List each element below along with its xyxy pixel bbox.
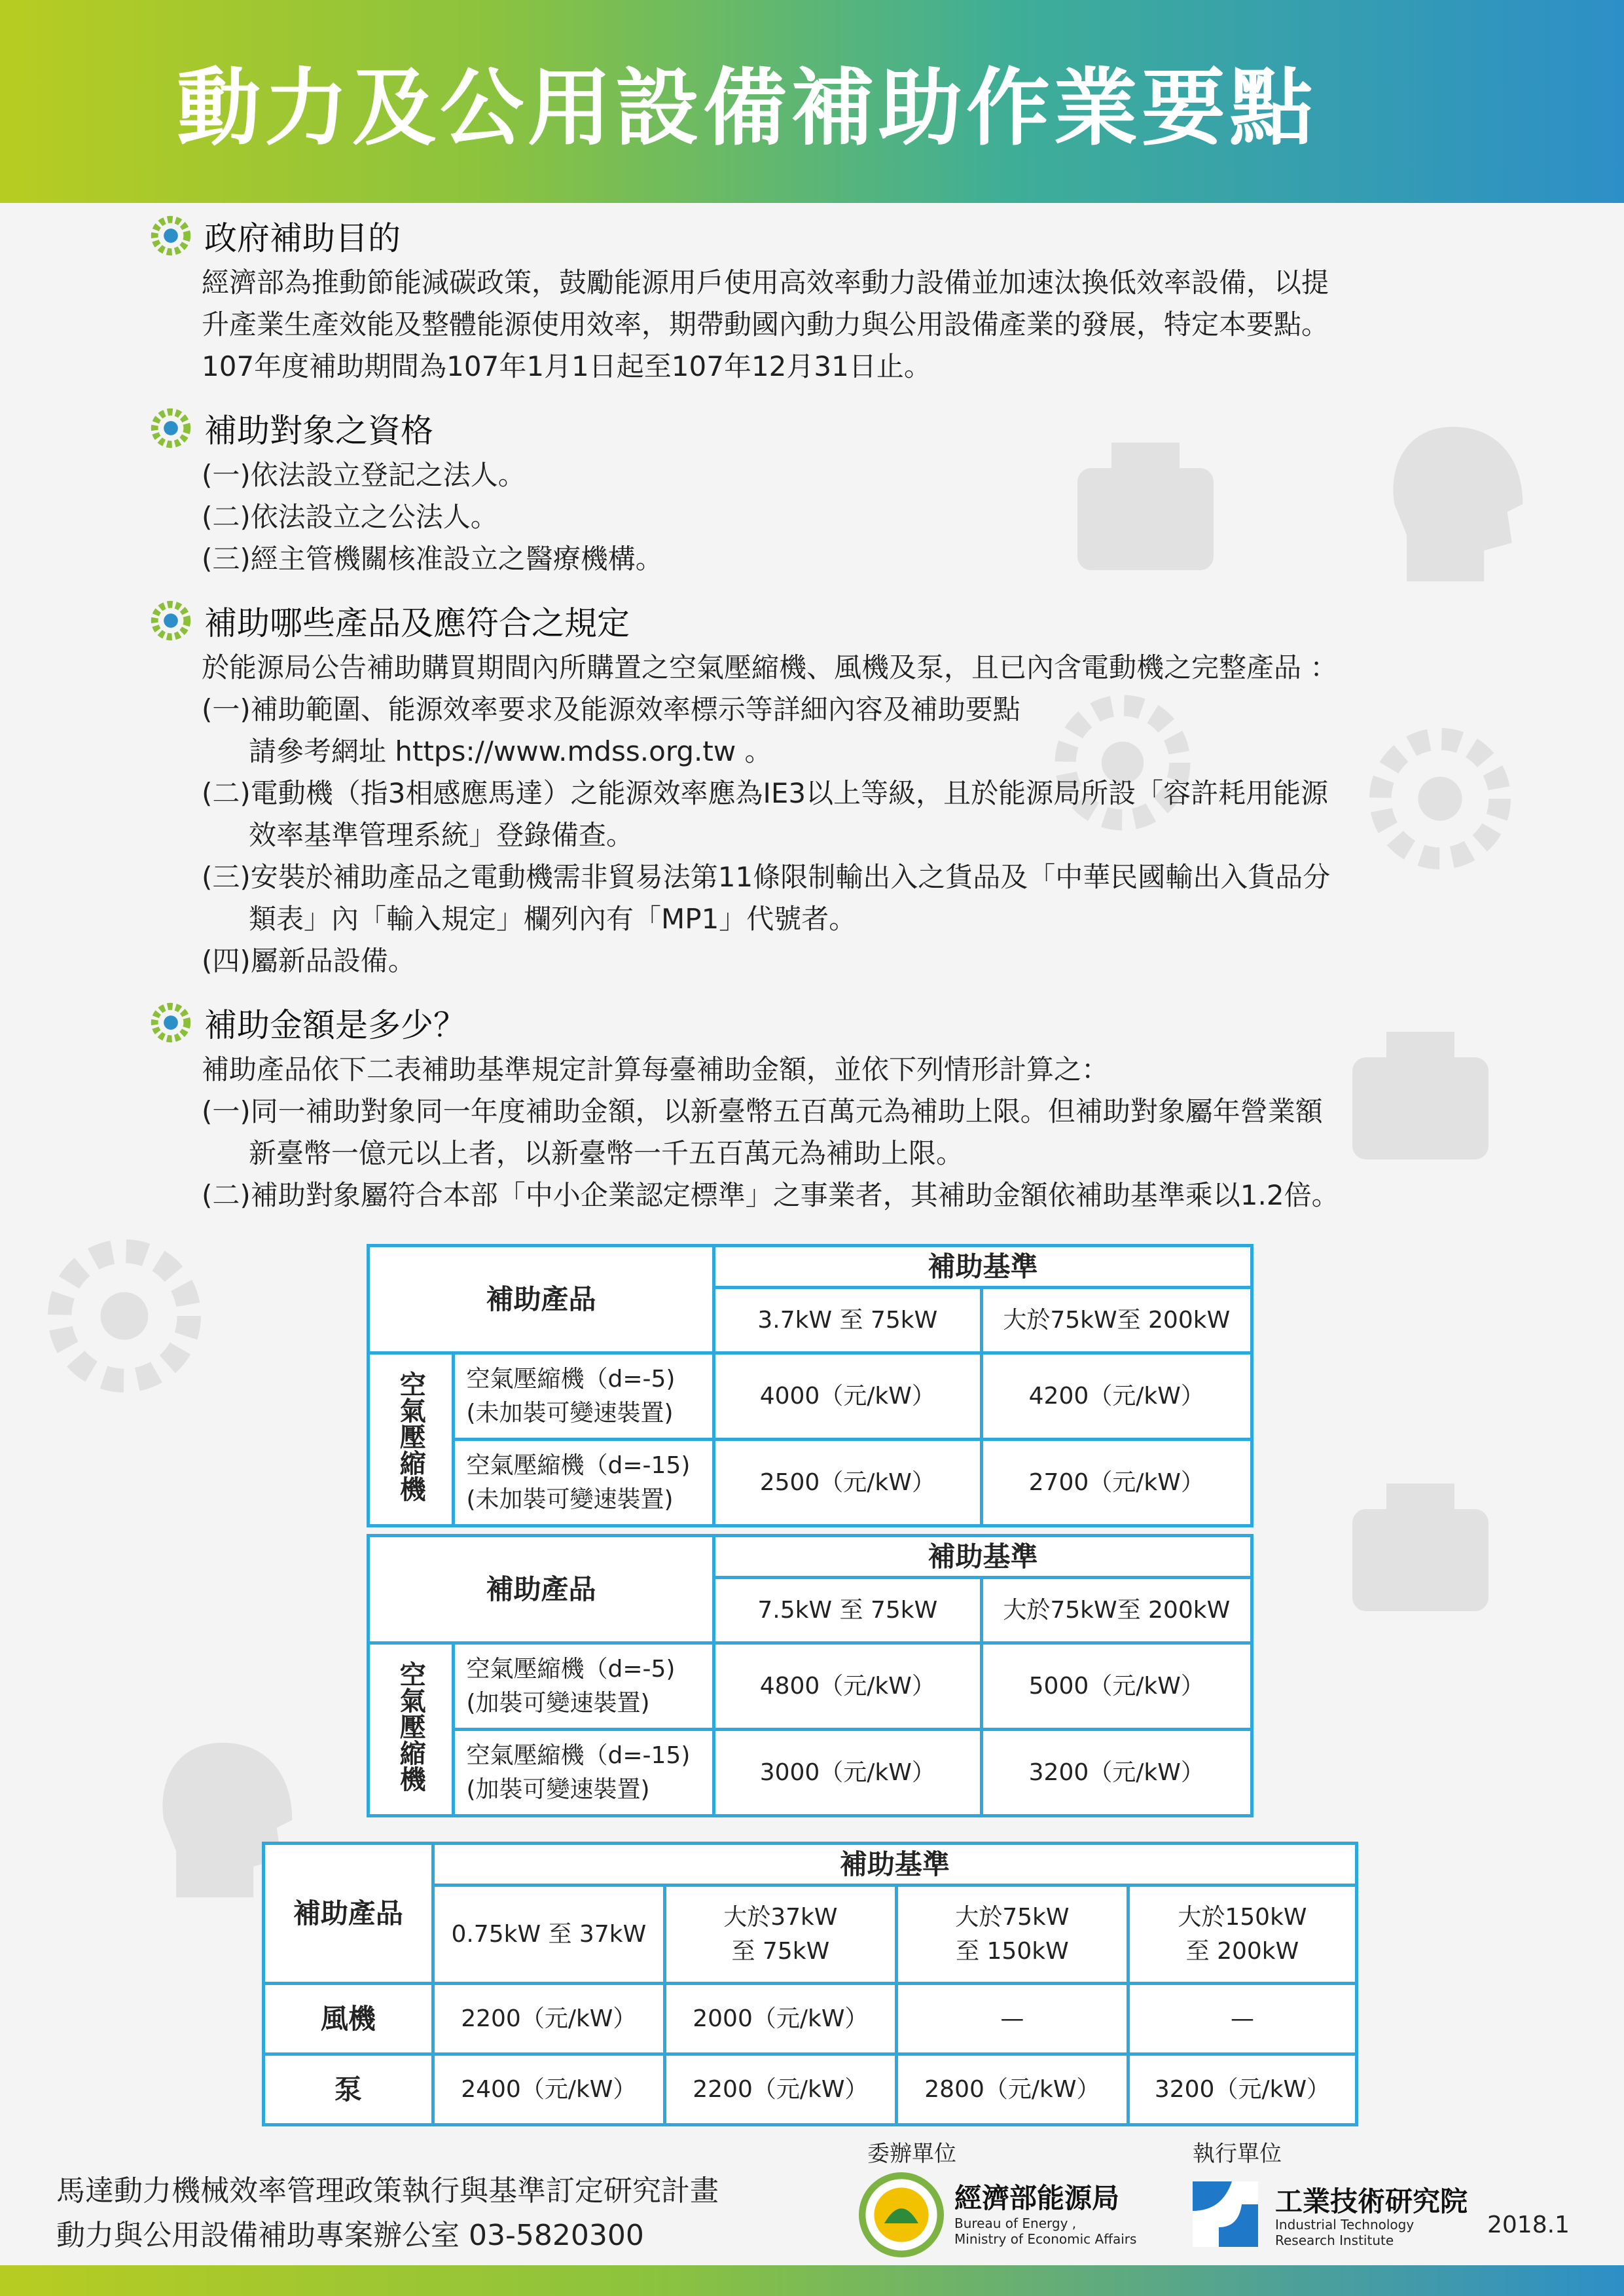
gear-icon	[39, 1231, 209, 1401]
product-name: 空氣壓縮機（d=-15)	[466, 1451, 691, 1479]
range-line: 至 200kW	[1185, 1937, 1299, 1965]
range-line: 大於75kW	[955, 1903, 1070, 1931]
subsidy-table-compressor-vsd	[367, 1534, 1254, 1817]
product-note: (加裝可變速裝置)	[466, 1689, 650, 1717]
standard-header: 補助基準	[714, 1536, 1252, 1578]
product-cell	[453, 1353, 714, 1440]
range-line: 0.75kW 至 37kW	[451, 1920, 647, 1948]
section-title: 補助哪些產品及應符合之規定	[204, 604, 630, 642]
list-item: (一)補助範圍、能源效率要求及能源效率標示等詳細內容及補助要點	[202, 693, 1020, 725]
gear-bullet-icon	[151, 215, 191, 256]
product-cell	[453, 1730, 714, 1816]
subsidy-value: —	[1128, 1984, 1356, 2054]
list-item: (四)屬新品設備。	[202, 945, 416, 977]
product-cell	[453, 1440, 714, 1526]
product-name: 泵	[264, 2054, 433, 2125]
list-item: (三)經主管機關核准設立之醫療機構。	[202, 543, 663, 575]
category-text: 空氣壓縮機	[395, 1660, 426, 1792]
subsidy-value: 3000（元/kW）	[714, 1730, 981, 1816]
list-item-continuation: 類表」內「輸入規定」欄列內有「MP1」代號者。	[249, 903, 857, 935]
commission-label: 委辦單位	[867, 2141, 956, 2167]
section-heading	[151, 210, 1486, 262]
page-title: 動力及公用設備補助作業要點	[177, 60, 1318, 157]
list-item-continuation: 新臺幣一億元以上者，以新臺幣一千五百萬元為補助上限。	[249, 1137, 964, 1169]
boe-english-line: Bureau of Energy ,	[954, 2215, 1077, 2231]
list-item: (二)電動機（指3相感應馬達）之能源效率應為IE3以上等級，且於能源局所設「容許耗用能源	[202, 777, 1329, 809]
subsidy-value: 2800（元/kW）	[896, 2054, 1128, 2125]
paragraph-line: 升產業生產效能及整體能源使用效率，期帶動國內動力與公用設備產業的發展，特定本要點。	[202, 308, 1329, 340]
boe-logo-icon	[859, 2172, 944, 2257]
list-item-continuation: 效率基準管理系統」登錄備查。	[249, 819, 634, 851]
subsidy-table-fan-pump	[262, 1842, 1358, 2126]
boe-name: 經濟部能源局	[954, 2182, 1120, 2214]
section-title: 補助對象之資格	[204, 412, 433, 450]
section-title: 補助金額是多少？	[204, 1006, 466, 1044]
power-range-header	[433, 1886, 664, 1984]
main-content	[151, 210, 1486, 1216]
itri-name: 工業技術研究院	[1275, 2185, 1468, 2217]
gear-bullet-icon	[151, 408, 191, 448]
section-heading	[151, 594, 1486, 647]
product-note: (未加裝可變速裝置)	[466, 1485, 674, 1513]
itri-english-line: Research Institute	[1275, 2232, 1394, 2248]
subsidy-value: —	[896, 1984, 1128, 2054]
subsidy-value: 4200（元/kW）	[981, 1353, 1252, 1440]
list-item: (一)依法設立登記之法人。	[202, 459, 526, 491]
section-heading	[151, 402, 1486, 454]
section-title: 政府補助目的	[204, 219, 401, 257]
category-text: 空氣壓縮機	[395, 1370, 426, 1502]
publish-date: 2018.1	[1487, 2212, 1570, 2238]
category-label	[369, 1643, 454, 1816]
category-label	[369, 1353, 454, 1526]
product-name: 空氣壓縮機（d=-5)	[466, 1655, 676, 1683]
power-range-header: 大於75kW至 200kW	[981, 1288, 1252, 1353]
subsidy-value: 5000（元/kW）	[981, 1643, 1252, 1730]
standard-header: 補助基準	[433, 1844, 1356, 1886]
product-name: 空氣壓縮機（d=-5)	[466, 1365, 676, 1393]
subsidy-value: 2200（元/kW）	[433, 1984, 664, 2054]
list-item: (三)安裝於補助產品之電動機需非貿易法第11條限制輸出入之貨品及「中華民國輸出入貨品分	[202, 861, 1331, 893]
paragraph-line: 於能源局公告補助購買期間內所購置之空氣壓縮機、風機及泵，且已內含電動機之完整產品 ：	[202, 651, 1338, 683]
engine-icon	[1335, 1473, 1506, 1630]
product-header: 補助產品	[369, 1246, 714, 1353]
subsidy-value: 2500（元/kW）	[714, 1440, 981, 1526]
itri-english-line: Industrial Technology	[1275, 2217, 1415, 2232]
product-name: 空氣壓縮機（d=-15)	[466, 1741, 691, 1769]
paragraph-line: 補助產品依下二表補助基準規定計算每臺補助金額，並依下列情形計算之：	[202, 1053, 1110, 1085]
power-range-header	[896, 1886, 1128, 1984]
range-line: 大於37kW	[723, 1903, 838, 1931]
range-line: 至 150kW	[956, 1937, 1069, 1965]
subsidy-value: 4000（元/kW）	[714, 1353, 981, 1440]
product-note: (未加裝可變速裝置)	[466, 1399, 674, 1427]
gear-bullet-icon	[151, 1002, 191, 1043]
list-item: (一)同一補助對象同一年度補助金額，以新臺幣五百萬元為補助上限。但補助對象屬年營業額	[202, 1095, 1323, 1127]
product-note: (加裝可變速裝置)	[466, 1776, 650, 1803]
product-name: 風機	[264, 1984, 433, 2054]
paragraph-line: 107年度補助期間為107年1月1日起至107年12月31日止。	[202, 350, 931, 382]
subsidy-value: 2700（元/kW）	[981, 1440, 1252, 1526]
gear-bullet-icon	[151, 600, 191, 641]
power-range-header: 大於75kW至 200kW	[981, 1578, 1252, 1643]
section-heading	[151, 996, 1486, 1049]
power-range-header: 7.5kW 至 75kW	[714, 1578, 981, 1643]
power-range-header	[1128, 1886, 1356, 1984]
product-cell	[453, 1643, 714, 1730]
list-item: (二)補助對象屬符合本部「中小企業認定標準」之事業者，其補助金額依補助基準乘以1.2倍。	[202, 1179, 1339, 1211]
subsidy-value: 2000（元/kW）	[664, 1984, 896, 2054]
subsidy-value: 4800（元/kW）	[714, 1643, 981, 1730]
product-header: 補助產品	[369, 1536, 714, 1643]
range-line: 大於150kW	[1178, 1903, 1307, 1931]
bottom-bar	[0, 2265, 1624, 2296]
office-contact: 動力與公用設備補助專案辦公室 03-5820300	[56, 2219, 644, 2252]
list-item-continuation: 請參考網址 https://www.mdss.org.tw 。	[249, 735, 772, 767]
list-item: (二)依法設立之公法人。	[202, 501, 498, 533]
execution-label: 執行單位	[1193, 2141, 1282, 2167]
subsidy-value: 2200（元/kW）	[664, 2054, 896, 2125]
itri-logo-icon	[1193, 2181, 1258, 2247]
subsidy-value: 2400（元/kW）	[433, 2054, 664, 2125]
paragraph-line: 經濟部為推動節能減碳政策，鼓勵能源用戶使用高效率動力設備並加速汰換低效率設備，以提	[202, 266, 1329, 299]
power-range-header	[664, 1886, 896, 1984]
title-banner	[0, 0, 1624, 203]
subsidy-value: 3200（元/kW）	[981, 1730, 1252, 1816]
subsidy-table-compressor-fixed	[367, 1244, 1254, 1527]
boe-english-line: Ministry of Economic Affairs	[954, 2231, 1137, 2247]
standard-header: 補助基準	[714, 1246, 1252, 1288]
project-name: 馬達動力機械效率管理政策執行與基準訂定研究計畫	[56, 2174, 719, 2208]
power-range-header: 3.7kW 至 75kW	[714, 1288, 981, 1353]
subsidy-value: 3200（元/kW）	[1128, 2054, 1356, 2125]
range-line: 至 75kW	[731, 1937, 830, 1965]
product-header: 補助產品	[264, 1844, 433, 1984]
